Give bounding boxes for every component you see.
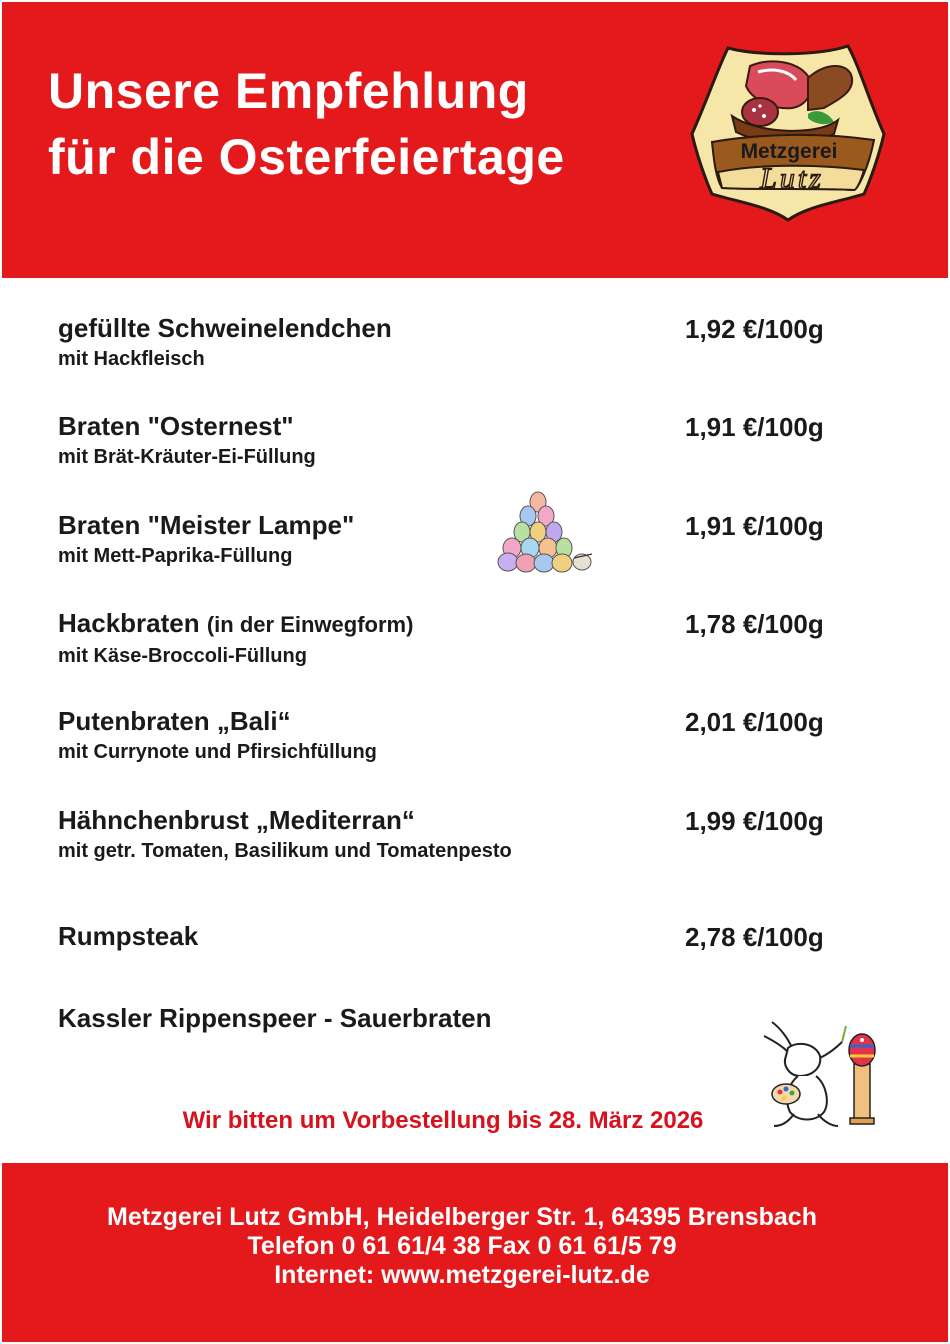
footer-website: Internet: www.metzgerei-lutz.de: [274, 1261, 650, 1289]
menu-item-sub: mit Brät-Kräuter-Ei-Füllung: [58, 446, 316, 468]
menu-item: [58, 706, 858, 765]
menu-item-price: 1,99 €/100g: [685, 806, 824, 836]
menu-item-sub: mit Hackfleisch: [58, 348, 205, 370]
butcher-shield-logo-icon: [688, 38, 890, 224]
menu-item: [58, 510, 858, 569]
menu-item-name: gefüllte Schweinelendchen: [58, 313, 392, 343]
menu-item-price: 1,92 €/100g: [685, 314, 824, 344]
title-line-1: Unsere Empfehlung: [48, 63, 529, 119]
menu-item-note: (in der Einwegform): [206, 612, 414, 637]
footer-banner: [2, 1163, 948, 1342]
menu-item-sub: mit Käse-Broccoli-Füllung: [58, 645, 307, 667]
preorder-notice: Wir bitten um Vorbestellung bis 28. März 2026: [182, 1107, 704, 1134]
menu-item-name: Rumpsteak: [58, 921, 199, 951]
menu-item-price: 1,78 €/100g: [685, 609, 824, 639]
menu-item-price: 2,78 €/100g: [685, 922, 824, 952]
menu-item-name: Braten "Osternest": [58, 411, 294, 441]
menu-item-name: Hackbraten (in der Einwegform): [58, 608, 414, 638]
menu-item-name: Kassler Rippenspeer - Sauerbraten: [58, 1003, 492, 1033]
footer-contact: [2, 1203, 922, 1290]
menu-item: [58, 921, 858, 951]
menu-item-name: Braten "Meister Lampe": [58, 510, 355, 540]
logo-text-metzgerei: Metzgerei: [740, 140, 838, 163]
menu-item: [58, 608, 858, 669]
menu-item: [58, 411, 858, 470]
menu-item: [58, 313, 858, 372]
menu-item-price: 2,01 €/100g: [685, 707, 824, 737]
menu-item-name: Hähnchenbrust „Mediterran“: [58, 805, 415, 835]
footer-phone: Telefon 0 61 61/4 38 Fax 0 61 61/5 79: [247, 1232, 677, 1260]
menu-item-name: Putenbraten „Bali“: [58, 706, 291, 736]
footer-address: Metzgerei Lutz GmbH, Heidelberger Str. 1, 64395 Brensbach: [107, 1203, 817, 1231]
menu-item-sub: mit Currynote und Pfirsichfüllung: [58, 741, 377, 763]
menu-item: [58, 1003, 858, 1033]
menu-item-price: 1,91 €/100g: [685, 511, 824, 541]
easter-eggs-pile-icon: [496, 488, 596, 574]
menu-item-sub: mit getr. Tomaten, Basilikum und Tomatenpesto: [58, 840, 512, 862]
title-line-2: für die Osterfeiertage: [48, 129, 565, 185]
menu-item: [58, 805, 858, 864]
page-title: [48, 58, 565, 190]
menu-item-price: 1,91 €/100g: [685, 412, 824, 442]
logo-text-lutz: Lutz: [760, 162, 824, 195]
menu-item-sub: mit Mett-Paprika-Füllung: [58, 545, 293, 567]
